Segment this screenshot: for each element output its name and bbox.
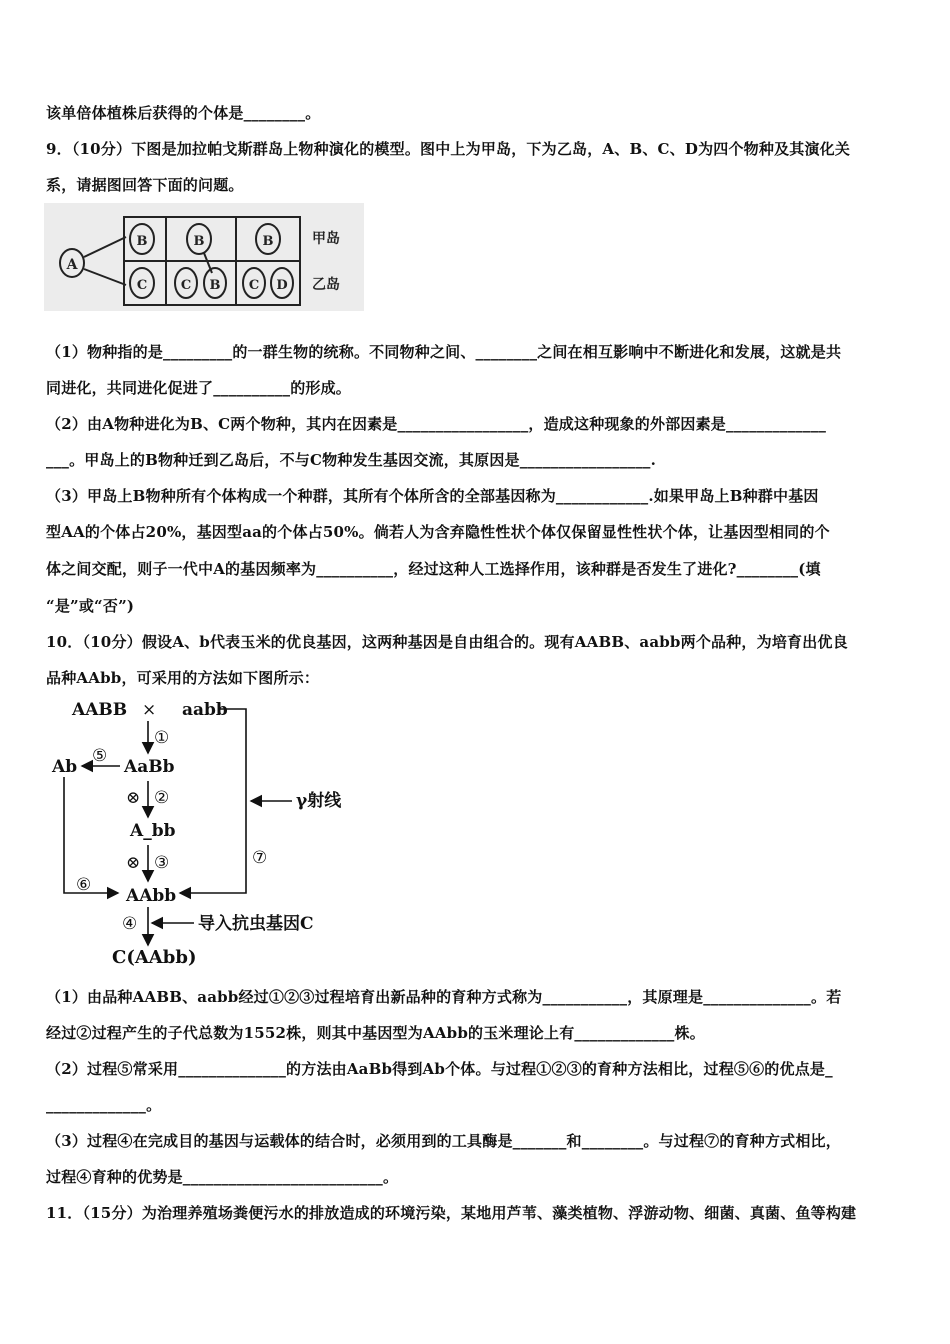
haploid-ab: Ab — [52, 757, 78, 777]
parent-aabb-big: AABB — [72, 700, 128, 720]
parent-aabb-small: aabb — [182, 700, 228, 720]
text-line: 过程④育种的优势是__________________________。 — [46, 1168, 399, 1186]
svg-text:B: B — [136, 234, 148, 249]
breeding-diagram — [46, 695, 366, 970]
text-line: （1）物种指的是_________的一群生物的统称。不同物种之间、________之间在相互影响中不断进化和发展，这就是共 — [46, 343, 842, 361]
svg-text:②: ② — [154, 788, 170, 808]
text-line: 系，请据图回答下面的问题。 — [46, 176, 244, 194]
svg-text:D: D — [276, 278, 288, 293]
svg-text:⑦: ⑦ — [252, 848, 268, 868]
svg-text:⑤: ⑤ — [92, 746, 108, 766]
svg-text:⊗: ⊗ — [126, 788, 141, 808]
text-line: 体之间交配，则子一代中A的基因频率为__________，经过这种人工选择作用，该种群是否发生了进化?________(填 — [46, 560, 821, 578]
island-bottom-label: 乙岛 — [312, 277, 340, 293]
question-10-header: 10．（10分）假设A、b代表玉米的优良基因，这两种基因是自由组合的。现有AABB、aabb两个品种，为培育出优良 — [46, 633, 848, 651]
text-line: “是”或“否”) — [46, 597, 135, 615]
svg-text:B: B — [262, 234, 274, 249]
text-line: （2）过程⑤常采用______________的方法由AaBb得到Ab个体。与过程①②③的育种方法相比，过程⑤⑥的优点是_ — [46, 1060, 833, 1078]
svg-text:⑥: ⑥ — [76, 875, 92, 895]
species-a-label: A — [66, 257, 78, 273]
svg-text:C: C — [180, 278, 192, 293]
gamma-ray-label: γ射线 — [296, 791, 342, 811]
text-line: （3）过程④在完成目的基因与运载体的结合时，必须用到的工具酶是_______和________。与过程⑦的育种方式相比， — [46, 1132, 841, 1150]
result-c-aabb: C(AAbb) — [112, 947, 197, 968]
question-11-header: 11．（15分）为治理养殖场粪便污水的排放造成的环境污染，某地用芦苇、藻类植物、浮游动物、细菌、真菌、鱼等构建 — [46, 1204, 857, 1222]
question-9-header: 9．（10分）下图是加拉帕戈斯群岛上物种演化的模型。图中上为甲岛，下为乙岛，A、B、C、D为四个物种及其演化关 — [46, 140, 851, 158]
island-evolution-figure — [44, 203, 364, 311]
svg-text:C: C — [248, 278, 260, 293]
svg-text:B: B — [209, 278, 221, 293]
text-line: （3）甲岛上B物种所有个体构成一个种群，其所有个体所含的全部基因称为____________.如果甲岛上B种群中基因 — [46, 487, 819, 505]
text-line: ___。甲岛上的B物种迁到乙岛后，不与C物种发生基因交流，其原因是_________________. — [46, 451, 657, 469]
svg-text:C: C — [136, 278, 148, 293]
svg-text:B: B — [193, 234, 205, 249]
text-line: 型AA的个体占20%，基因型aa的个体占50%。倘若人为含弃隐性性状个体仅保留显性性状个体，让基因型相同的个 — [46, 523, 830, 541]
text-line: （2）由A物种进化为B、C两个物种，其内在因素是_________________，造成这种现象的外部因素是_____________ — [46, 415, 827, 433]
svg-text:①: ① — [154, 728, 170, 748]
gene-insert-label: 导入抗虫基因C — [198, 914, 314, 934]
svg-text:×: × — [142, 700, 157, 720]
text-line: （1）由品种AABB、aabb经过①②③过程培育出新品种的育种方式称为___________，其原理是______________。若 — [46, 988, 842, 1006]
target-aabb: AAbb — [126, 886, 177, 906]
f1-aabb: AaBb — [124, 757, 175, 777]
svg-text:③: ③ — [154, 853, 170, 873]
text-line: 品种AAbb，可采用的方法如下图所示： — [46, 669, 320, 687]
island-top-label: 甲岛 — [312, 231, 340, 247]
svg-text:④: ④ — [122, 914, 138, 934]
svg-text:A_bb: A_bb — [130, 821, 176, 841]
text-line: 经过②过程产生的子代总数为1552株，则其中基因型为AAbb的玉米理论上有_____________株。 — [46, 1024, 705, 1042]
text-line: _____________。 — [46, 1096, 162, 1114]
text-line: 该单倍体植株后获得的个体是________。 — [46, 104, 321, 122]
text-line: 同进化，共同进化促进了__________的形成。 — [46, 379, 352, 397]
svg-text:⊗: ⊗ — [126, 853, 141, 873]
